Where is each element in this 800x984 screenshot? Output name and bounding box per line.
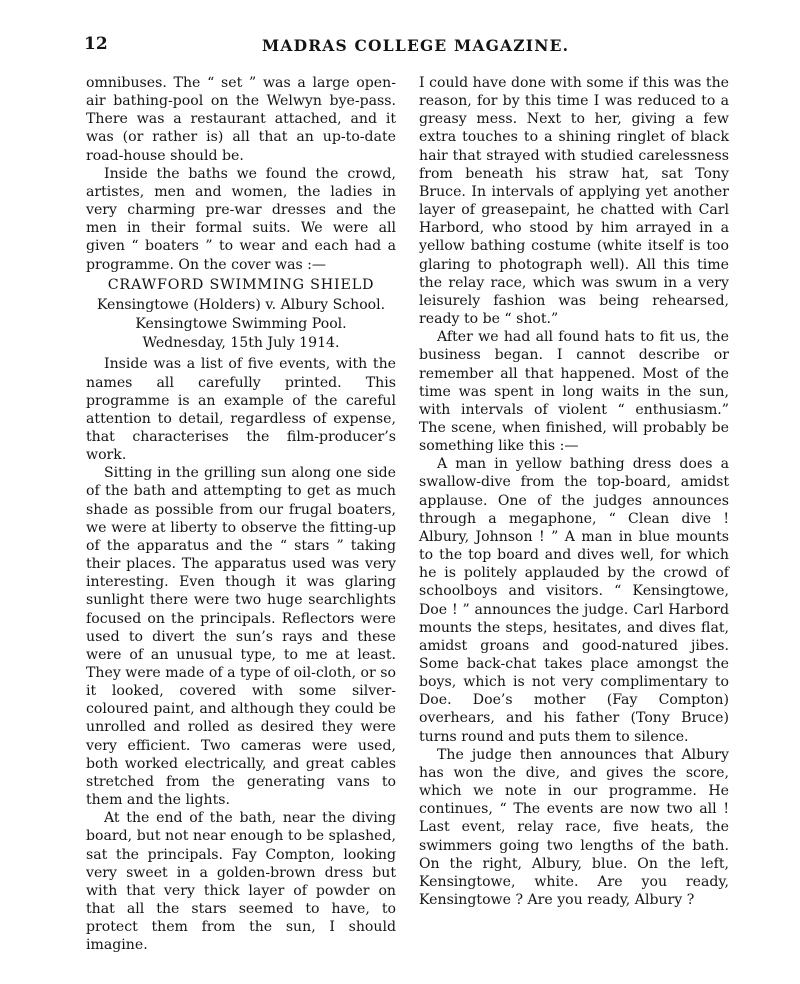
paragraph: Sitting in the grilling sun along one side of the bath and attempting to get as much shade as possible from our frugal boaters, we were at liberty to observe the fitting-up of the apparatus and the “ stars ” taking their places. The apparatus used was very interesting. Even though it was glaring sunlight there were two huge searchlights focused on the principals. Reflectors were used to divert the sun’s rays and these were of an unusual type, to me at least. They were made of a type of oil-cloth, or so it looked, covered with some silver-coloured paint, and although they could be unrolled and rolled as desired they were very efficient. Two cameras were used, both worked electrically, and great cables stretched from the generating vans to them and the lights. <box>86 465 396 809</box>
paragraph: omnibuses. The “ set ” was a large open-air bathing-pool on the Welwyn bye-pass. There was a restaurant attached, and it was (or rather is) all that an up-to-date road-house should be. <box>86 75 396 164</box>
programme-cover <box>86 276 396 353</box>
programme-title: CRAWFORD SWIMMING SHIELD <box>107 276 375 293</box>
paragraph: Inside was a list of five events, with the names all carefully printed. This programme is an example of the careful attention to detail, regardless of expense, that characterises the film-producer’s work. <box>86 356 396 464</box>
programme-date: Wednesday, 15th July 1914. <box>142 335 340 352</box>
programme-match: Kensingtowe (Holders) v. Albury School. <box>96 296 386 313</box>
left-column <box>86 74 396 955</box>
running-head-title: MADRAS COLLEGE MAGAZINE. <box>262 36 570 55</box>
paragraph: Inside the baths we found the crowd, artistes, men and women, the ladies in very charming pre-war dresses and the men in their formal suits. We were all given “ boaters ” to wear and each had a programme. On the cover was :— <box>86 165 396 273</box>
programme-venue: Kensingtowe Swimming Pool. <box>135 316 347 333</box>
paragraph: After we had all found hats to fit us, the business began. I cannot describe or remember all that happened. Most of the time was spent in long waits in the sun, with intervals of violent “ enthusiasm.” The scene, when finished, will probably be something like this :— <box>419 329 729 455</box>
paragraph: A man in yellow bathing dress does a swallow-dive from the top-board, amidst applause. One of the judges announces through a megaphone, “ Clean dive ! Albury, Johnson ! ” A man in blue mounts to the top board and dives well, for which he is politely applauded by the crowd of schoolboys and visitors. “ Kensingtowe, Doe ! ” announces the judge. Carl Harbord mounts the steps, hesitates, and dives flat, amidst groans and good-natured jibes. Some back-chat takes place amongst the boys, which is not very complimentary to Doe. Doe’s mother (Fay Compton) overhears, and his father (Tony Bruce) turns round and puts them to silence. <box>419 456 729 745</box>
paragraph: I could have done with some if this was the reason, for by this time I was reduced to a greasy mess. Next to her, giving a few extra touches to a shining ringlet of black hair that strayed with studied carelessness from beneath his straw hat, sat Tony Bruce. In intervals of applying yet another layer of greasepaint, he chatted with Carl Harbord, who stood by him arrayed in a yellow bathing costume (white itself is too glaring to photograph well). All this time the relay race, which was swum in a very leisurely fashion was being rehearsed, ready to be “ shot.” <box>419 75 729 328</box>
paragraph: The judge then announces that Albury has won the dive, and gives the score, which we note in our programme. He continues, “ The events are now two all ! Last event, relay race, five heats, the swimmers going two lengths of the bath. On the right, Albury, blue. On the left, Kensingtowe, white. Are you ready, Kensingtowe ? Are you ready, Albury ? <box>419 746 729 909</box>
page-number: 12 <box>84 34 108 54</box>
right-column <box>419 74 729 909</box>
paragraph: At the end of the bath, near the diving board, but not near enough to be splashed, sat the principals. Fay Compton, looking very sweet in a golden-brown dress but with that very thick layer of powder on that all the stars seemed to have, to protect them from the sun, I should imagine. <box>86 810 396 954</box>
